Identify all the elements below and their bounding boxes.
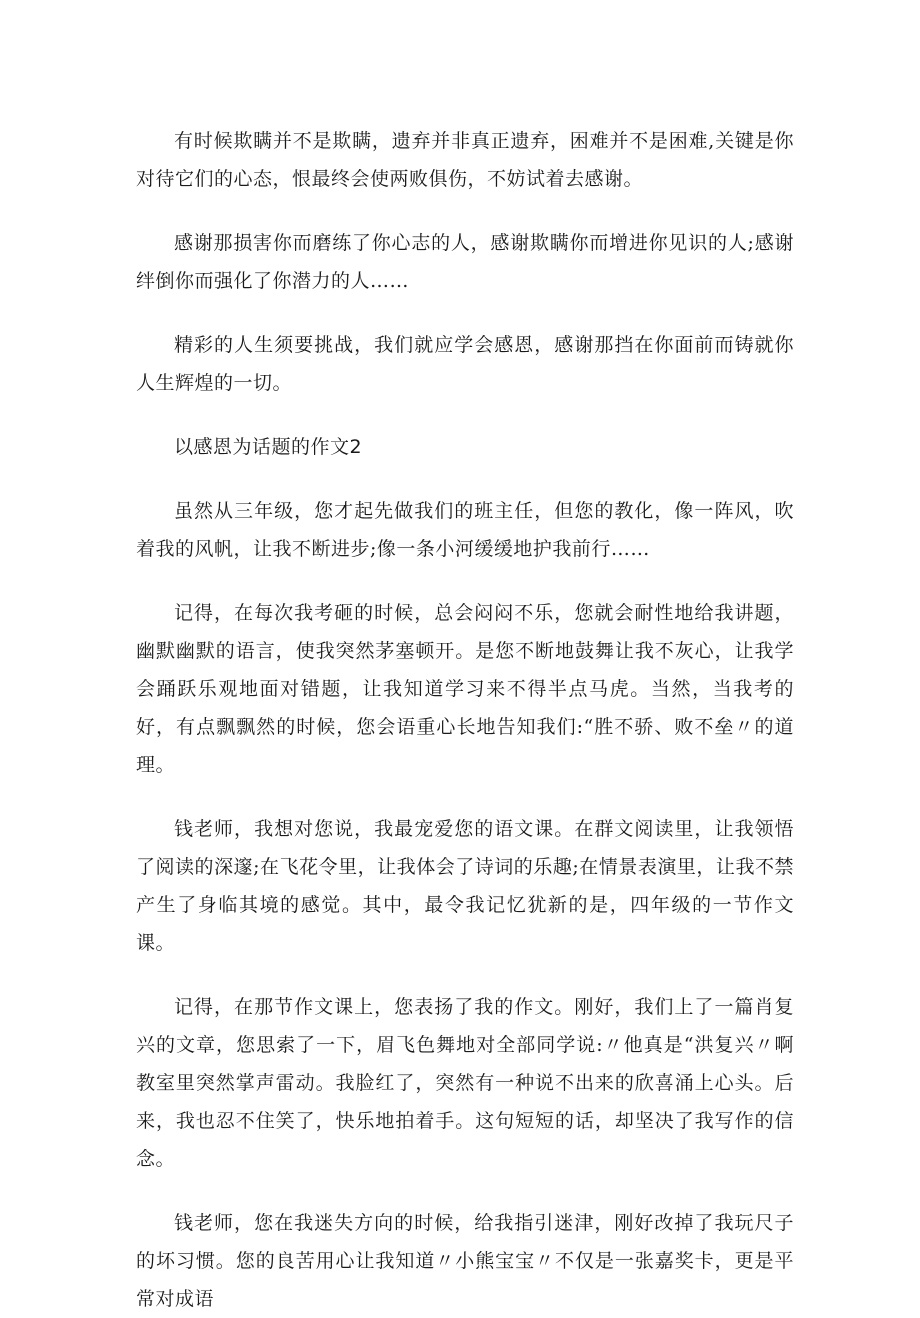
paragraph-2: 感谢那损害你而磨练了你心志的人，感谢欺瞒你而增进你见识的人;感谢绊倒你而强化了你潜力的人…… — [136, 232, 794, 292]
paragraph-1: 有时候欺瞒并不是欺瞒，遗弃并非真正遗弃，困难并不是困难,关键是你对待它们的心态，恨最终会使两败俱伤，不妨试着去感谢。 — [136, 130, 794, 190]
paragraph-4: 虽然从三年级，您才起先做我们的班主任，但您的教化，像一阵风，吹着我的风帆，让我不断进步;像一条小河缓缓地护我前行…… — [136, 500, 794, 560]
paragraph-5: 记得，在每次我考砸的时候，总会闷闷不乐，您就会耐性地给我讲题，幽默幽默的语言，使我突然茅塞顿开。是您不断地鼓舞让我不灰心，让我学会踊跃乐观地面对错题，让我知道学习来不得半点马虎。当然，当我考的好，有点飘飘然的时候，您会语重心长地告知我们:“胜不骄、败不垒〃的道理。 — [136, 602, 794, 776]
paragraph-6: 钱老师，我想对您说，我最宠爱您的语文课。在群文阅读里，让我领悟了阅读的深邃;在飞花令里，让我体会了诗词的乐趣;在情景表演里，让我不禁产生了身临其境的感觉。其中，最令我记忆犹新的是，四年级的一节作文课。 — [136, 818, 794, 954]
paragraph-8: 钱老师，您在我迷失方向的时候，给我指引迷津，刚好改掉了我玩尺子的坏习惯。您的良苦用心让我知道〃小熊宝宝〃不仅是一张嘉奖卡，更是平常对成语 — [136, 1212, 794, 1310]
paragraph-3: 精彩的人生须要挑战，我们就应学会感恩，感谢那挡在你面前而铸就你人生辉煌的一切。 — [136, 334, 794, 394]
essay-heading: 以感恩为话题的作文2 — [174, 436, 363, 458]
document-body — [136, 122, 794, 1318]
paragraph-7: 记得，在那节作文课上，您表扬了我的作文。刚好，我们上了一篇肖复兴的文章，您思索了一下，眉飞色舞地对全部同学说:〃他真是“洪复兴〃啊教室里突然掌声雷动。我脸红了，突然有一种说不出来的欣喜涌上心头。后来，我也忍不住笑了，快乐地拍着手。这句短短的话，却坚决了我写作的信念。 — [136, 996, 794, 1170]
